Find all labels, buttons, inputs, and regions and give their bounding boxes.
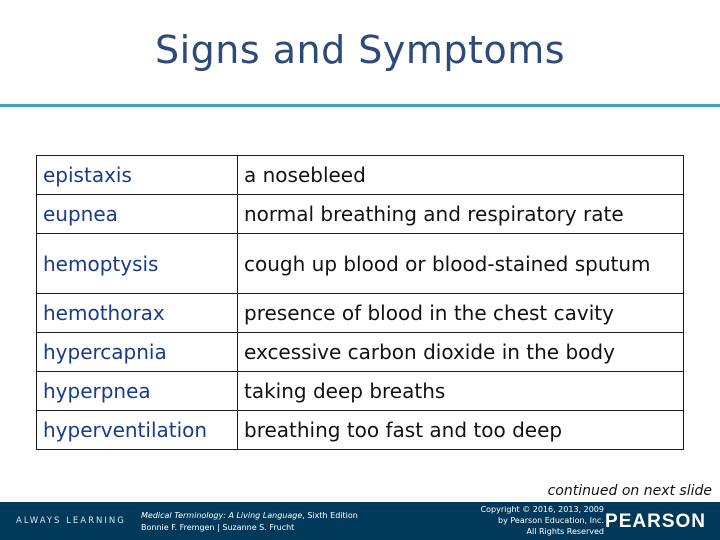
- term-cell: hypercapnia: [37, 333, 238, 372]
- copyright-notice: [440, 504, 604, 537]
- terms-table: [36, 155, 684, 450]
- term-cell: hyperpnea: [37, 372, 238, 411]
- term-cell: eupnea: [37, 195, 238, 234]
- table-row: [37, 372, 684, 411]
- table-row: [37, 195, 684, 234]
- footer-tagline: ALWAYS LEARNING: [16, 516, 126, 526]
- term-cell: hemoptysis: [37, 234, 238, 294]
- copyright-line: All Rights Reserved: [526, 527, 604, 536]
- definition-cell: taking deep breaths: [238, 372, 684, 411]
- slide-title: Signs and Symptoms: [154, 28, 566, 72]
- book-title-line: [141, 510, 358, 522]
- definition-cell: excessive carbon dioxide in the body: [238, 333, 684, 372]
- term-cell: hemothorax: [37, 294, 238, 333]
- term-cell: epistaxis: [37, 156, 238, 195]
- table-row: [37, 234, 684, 294]
- definition-cell: breathing too fast and too deep: [238, 411, 684, 450]
- table-row: [37, 333, 684, 372]
- definition-cell: a nosebleed: [238, 156, 684, 195]
- definition-cell: normal breathing and respiratory rate: [238, 195, 684, 234]
- book-authors: Bonnie F. Fremgen | Suzanne S. Frucht: [141, 523, 295, 532]
- copyright-line: Copyright © 2016, 2013, 2009: [480, 505, 604, 514]
- term-cell: hyperventilation: [37, 411, 238, 450]
- table-row: [37, 294, 684, 333]
- definition-cell: cough up blood or blood-stained sputum: [238, 234, 684, 294]
- publisher-logo: PEARSON: [605, 511, 706, 532]
- book-citation: [141, 510, 358, 534]
- continued-note: continued on next slide: [547, 483, 712, 499]
- book-title: Medical Terminology: A Living Language: [141, 511, 303, 520]
- title-divider: [0, 104, 720, 107]
- table-row: [37, 411, 684, 450]
- book-edition: , Sixth Edition: [302, 511, 358, 520]
- copyright-line: by Pearson Education, Inc.: [498, 516, 604, 525]
- footer-bar: [0, 502, 720, 540]
- table-row: [37, 156, 684, 195]
- definition-cell: presence of blood in the chest cavity: [238, 294, 684, 333]
